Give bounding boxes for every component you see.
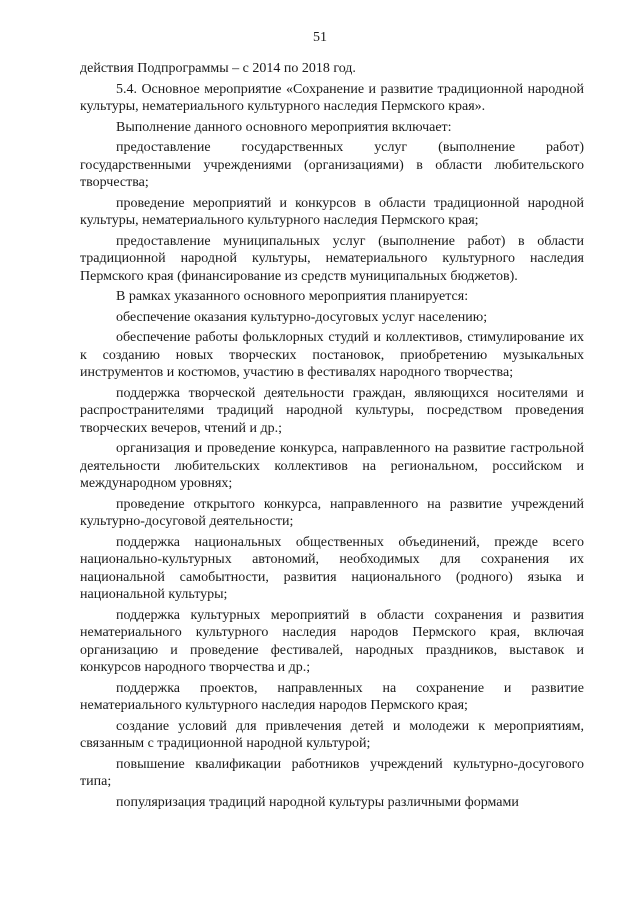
paragraph: поддержка культурных мероприятий в области сохранения и развития нематериального культурного наследия народов Пермского края, включая организацию и проведение фестивалей, народных праздников, выставок и конкурсов народного творчества и др.; [80,607,584,675]
paragraph: организация и проведение конкурса, направленного на развитие гастрольной деятельности любительских коллективов на региональном, российском и международном уровнях; [80,441,584,491]
paragraph: популяризация традиций народной культуры различными формами [116,794,519,810]
paragraph: поддержка национальных общественных объединений, прежде всего национально-культурных автономий, необходимых для сохранения их национальной самобытности, развития национального (родного) языка и национальной культуры; [80,534,584,602]
paragraph: действия Подпрограммы – с 2014 по 2018 год. [80,61,356,76]
document-body [80,60,584,811]
paragraph: обеспечение оказания культурно-досуговых услуг населению; [116,309,488,325]
paragraph: обеспечение работы фольклорных студий и коллективов, стимулирование их к созданию новых творческих постановок, приобретению музыкальных инструментов и костюмов, участию в фестивалях народного творчества; [80,330,584,380]
paragraph: предоставление муниципальных услуг (выполнение работ) в области традиционной народной культуры, нематериального культурного наследия Пермского края (финансирование из средств муниципальных бюджетов). [80,233,584,284]
paragraph: создание условий для привлечения детей и молодежи к мероприятиям, связанным с традиционной народной культурой; [80,718,584,751]
paragraph: повышение квалификации работников учреждений культурно-досугового типа; [80,756,584,789]
paragraph: предоставление государственных услуг (выполнение работ) государственными учреждениями (организациями) в области любительского творчества; [80,140,584,190]
page-number: 51 [313,30,327,45]
paragraph: поддержка творческой деятельности граждан, являющихся носителями и распространителями традиций народной культуры, посредством проведения творческих вечеров, чтений и др.; [80,385,584,436]
paragraph: Выполнение данного основного мероприятия включает: [116,119,452,135]
paragraph: поддержка проектов, направленных на сохранение и развитие нематериального культурного наследия народов Пермского края; [80,680,584,713]
paragraph: проведение открытого конкурса, направленного на развитие учреждений культурно-досуговой деятельности; [80,496,584,529]
paragraph: В рамках указанного основного мероприятия планируется: [116,289,469,304]
paragraph: 5.4. Основное мероприятие «Сохранение и развитие традиционной народной культуры, нематериального культурного наследия Пермского края». [80,81,584,114]
paragraph: проведение мероприятий и конкурсов в области традиционной народной культуры, нематериального культурного наследия Пермского края; [80,195,584,228]
